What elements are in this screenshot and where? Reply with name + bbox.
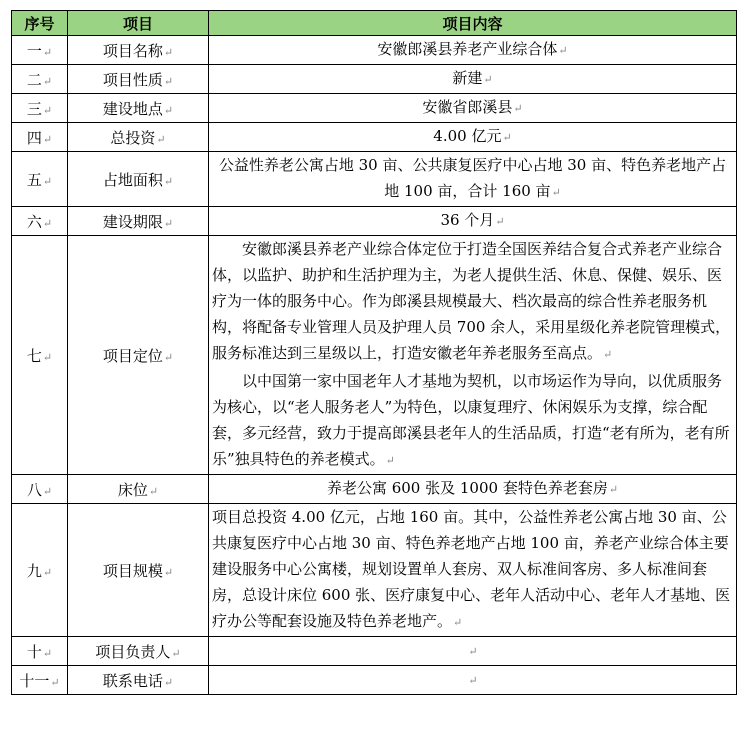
row-no: 二 [26,70,42,89]
paragraph-mark-icon: ↵ [603,348,613,361]
row-no: 九 [26,561,42,580]
row-name: 床位 [117,480,148,499]
paragraph-mark-icon: ↵ [42,103,53,117]
row-name: 项目定位 [102,346,163,365]
paragraph-mark-icon: ↵ [163,45,174,59]
positioning-paragraph-2: 以中国第一家中国老年人才基地为契机，以市场运作为导向，以优质服务为核心，以“老人服务老人”为特色，以康复理疗、休闲娱乐为支撑，综合配套，多元经营，致力于提高郎溪县老年人的生活品质，打造“老有所为，老有所乐”独具特色的养老模式。↵ [212,372,730,468]
paragraph-mark-icon: ↵ [42,174,53,188]
table-row [12,666,737,695]
paragraph-mark-icon: ↵ [385,454,395,467]
row-content: 36 个月 [440,211,495,229]
paragraph-mark-icon: ↵ [483,73,493,86]
row-content: 4.00 亿元 [433,127,502,145]
paragraph-mark-icon: ↵ [42,646,53,660]
paragraph-mark-icon: ↵ [163,565,174,579]
paragraph-mark-icon: ↵ [551,186,561,199]
paragraph-mark-icon: ↵ [42,484,53,498]
paragraph-mark-icon: ↵ [156,132,166,146]
paragraph-mark-icon: ↵ [558,44,568,57]
paragraph-mark-icon: ↵ [42,45,53,59]
table-row [12,152,737,207]
table-row [12,94,737,123]
row-no: 八 [26,480,42,499]
project-info-table [11,10,737,695]
paragraph-mark-icon: ↵ [468,645,478,658]
paragraph-mark-icon: ↵ [502,131,512,144]
table-row [12,637,737,666]
row-no: 四 [26,128,42,147]
table-row [12,65,737,94]
row-no: 三 [26,99,42,118]
paragraph-mark-icon: ↵ [50,675,60,689]
paragraph-mark-icon: ↵ [163,350,174,364]
paragraph-mark-icon: ↵ [608,483,619,496]
paragraph-mark-icon: ↵ [163,174,174,188]
table-row [12,36,737,65]
scale-paragraph: 项目总投资 4.00 亿元，占地 160 亩。其中，公益性养老公寓占地 30 亩、公共康复医疗中心占地 30 亩、特色养老地产占地 100 亩，养老产业综合体主要建设服务中心公寓楼，规划设置单人套房、双人标准间客房、多人标准间套房，总设计床位 600 张、医疗康复中心、老年人活动中心、老年人才基地、医疗办公等配套设施及特色养老地产。↵ [212,508,731,630]
row-no: 十 [26,642,42,661]
paragraph-mark-icon: ↵ [513,102,523,115]
row-no: 六 [26,212,42,231]
paragraph-mark-icon: ↵ [148,484,159,498]
row-content: 安徽郎溪县养老产业综合体 [377,40,558,58]
row-content: 公益性养老公寓占地 30 亩、公共康复医疗中心占地 30 亩、特色养老地产占地 100 亩，合计 160 亩 [218,156,727,200]
row-content: 新建 [452,69,483,87]
paragraph-mark-icon: ↵ [42,74,53,88]
paragraph-mark-icon: ↵ [163,216,174,230]
table-row [12,207,737,236]
paragraph-mark-icon: ↵ [495,215,505,228]
header-no: 序号 [12,11,68,36]
paragraph-mark-icon: ↵ [468,674,478,687]
row-content: 养老公寓 600 张及 1000 套特色养老套房 [326,479,608,497]
row-no: 一 [26,41,42,60]
paragraph-mark-icon: ↵ [171,646,181,660]
row-name: 联系电话 [102,671,163,690]
row-name: 总投资 [110,128,156,147]
table-row [12,504,737,637]
row-no: 五 [26,170,42,189]
header-item: 项目 [68,11,209,36]
header-content: 项目内容 [209,11,737,36]
table-row [12,236,737,475]
row-no: 十一 [19,671,50,690]
row-name: 占地面积 [102,170,163,189]
row-name: 项目名称 [102,41,163,60]
paragraph-mark-icon: ↵ [163,74,174,88]
paragraph-mark-icon: ↵ [42,132,53,146]
table-row [12,475,737,504]
row-name: 建设地点 [102,99,163,118]
paragraph-mark-icon: ↵ [42,216,53,230]
row-name: 项目负责人 [95,642,171,661]
row-no: 七 [26,346,42,365]
paragraph-mark-icon: ↵ [453,616,463,629]
table-row [12,123,737,152]
header-row [12,11,737,36]
row-name: 项目性质 [102,70,163,89]
paragraph-mark-icon: ↵ [163,675,174,689]
paragraph-mark-icon: ↵ [163,103,174,117]
paragraph-mark-icon: ↵ [42,565,53,579]
row-content: 安徽省郎溪县 [422,98,513,116]
row-name: 项目规模 [102,561,163,580]
row-name: 建设期限 [102,212,163,231]
positioning-paragraph-1: 安徽郎溪县养老产业综合体定位于打造全国医养结合复合式养老产业综合体，以监护、助护和生活护理为主，为老人提供生活、休息、保健、娱乐、医疗为一体的服务中心。作为郎溪县规模最大、档次最高的综合性养老服务机构，将配备专业管理人员及护理人员 700 余人，采用星级化养老院管理模式，服务标准达到三星级以上，打造安徽老年养老服务至高点。↵ [212,240,731,362]
paragraph-mark-icon: ↵ [42,350,53,364]
